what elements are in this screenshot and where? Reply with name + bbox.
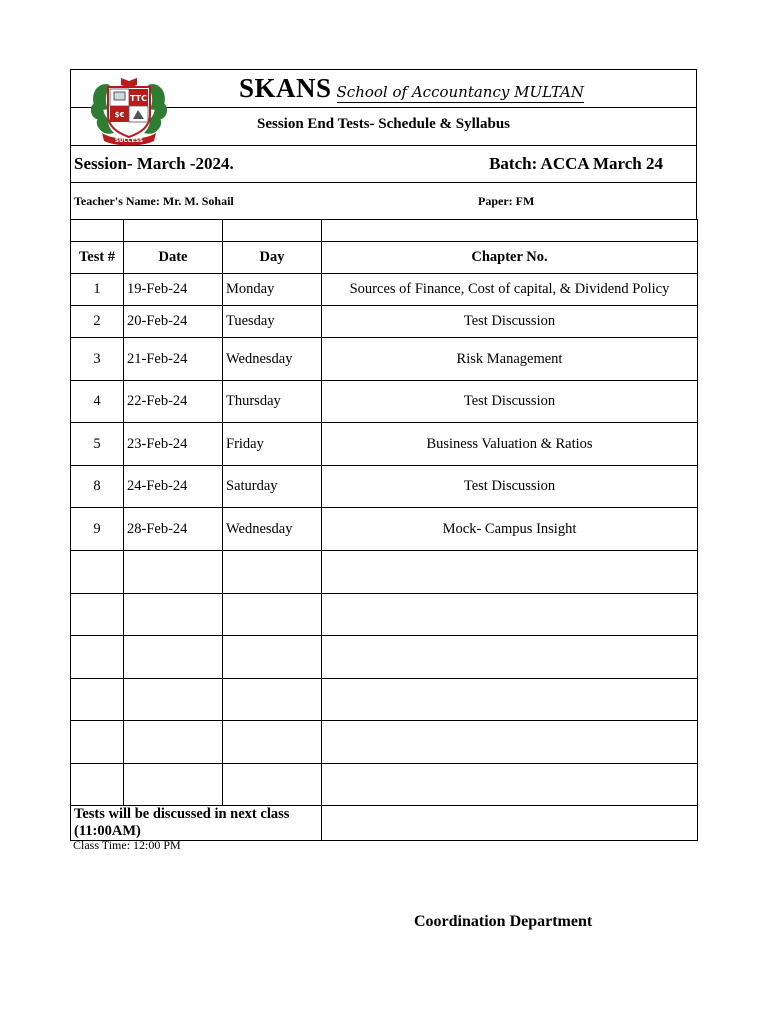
test-chapter: Sources of Finance, Cost of capital, & Dividend Policy xyxy=(322,274,698,306)
test-day: Wednesday xyxy=(223,338,322,381)
column-header-day: Day xyxy=(223,242,322,274)
test-day: Thursday xyxy=(223,381,322,423)
class-time: Class Time: 12:00 PM xyxy=(73,838,181,852)
table-row xyxy=(71,381,698,423)
batch-label: Batch: ACCA March 24 xyxy=(489,154,663,173)
signature-coordination: Coordination Department xyxy=(414,913,593,930)
test-date: 24-Feb-24 xyxy=(124,466,223,508)
test-number: 3 xyxy=(71,338,124,381)
footnote-row xyxy=(71,806,698,841)
test-day: Monday xyxy=(223,274,322,306)
test-day: Tuesday xyxy=(223,306,322,338)
schedule-sheet xyxy=(70,69,697,841)
column-header-chapter: Chapter No. xyxy=(322,242,698,274)
table-row xyxy=(71,338,698,381)
table-row xyxy=(71,306,698,338)
test-number: 4 xyxy=(71,381,124,423)
empty-row xyxy=(71,721,698,764)
table-row xyxy=(71,508,698,551)
table-row xyxy=(71,466,698,508)
session-row xyxy=(70,145,697,182)
test-day: Wednesday xyxy=(223,508,322,551)
test-date: 23-Feb-24 xyxy=(124,423,223,466)
empty-row xyxy=(71,764,698,806)
test-number: 9 xyxy=(71,508,124,551)
test-chapter: Test Discussion xyxy=(322,466,698,508)
svg-text:TTC: TTC xyxy=(130,94,147,103)
paper-label: Paper: FM xyxy=(478,193,535,208)
test-number: 2 xyxy=(71,306,124,338)
test-date: 28-Feb-24 xyxy=(124,508,223,551)
test-date: 21-Feb-24 xyxy=(124,338,223,381)
test-chapter: Test Discussion xyxy=(322,306,698,338)
test-number: 5 xyxy=(71,423,124,466)
empty-row xyxy=(71,594,698,636)
test-day: Saturday xyxy=(223,466,322,508)
table-row xyxy=(71,423,698,466)
empty-row xyxy=(71,551,698,594)
teacher-name: Teacher's Name: Mr. M. Sohail xyxy=(74,193,234,208)
brand xyxy=(239,73,584,104)
school-crest-icon xyxy=(88,75,170,147)
test-day: Friday xyxy=(223,423,322,466)
test-chapter: Mock- Campus Insight xyxy=(322,508,698,551)
empty-row xyxy=(71,679,698,721)
svg-text:$€: $€ xyxy=(114,111,125,119)
school-name: SKANS xyxy=(239,73,332,103)
school-tagline: School of Accountancy MULTAN xyxy=(336,83,584,101)
test-date: 20-Feb-24 xyxy=(124,306,223,338)
teacher-row xyxy=(70,182,697,219)
crest-motto: SUCCESS xyxy=(115,138,143,144)
test-number: 1 xyxy=(71,274,124,306)
footnote-text: Tests will be discussed in next class (11:00AM) xyxy=(71,806,322,841)
test-date: 19-Feb-24 xyxy=(124,274,223,306)
test-date: 22-Feb-24 xyxy=(124,381,223,423)
test-chapter: Test Discussion xyxy=(322,381,698,423)
test-number: 8 xyxy=(71,466,124,508)
document-subtitle: Session End Tests- Schedule & Syllabus xyxy=(256,116,510,132)
column-header-test: Test # xyxy=(71,242,124,274)
schedule-table xyxy=(70,219,698,841)
spacer-row xyxy=(71,220,698,242)
test-chapter: Business Valuation & Ratios xyxy=(322,423,698,466)
empty-row xyxy=(71,636,698,679)
table-row xyxy=(71,274,698,306)
table-header-row xyxy=(71,242,698,274)
column-header-date: Date xyxy=(124,242,223,274)
session-label: Session- March -2024. xyxy=(74,154,234,173)
test-chapter: Risk Management xyxy=(322,338,698,381)
